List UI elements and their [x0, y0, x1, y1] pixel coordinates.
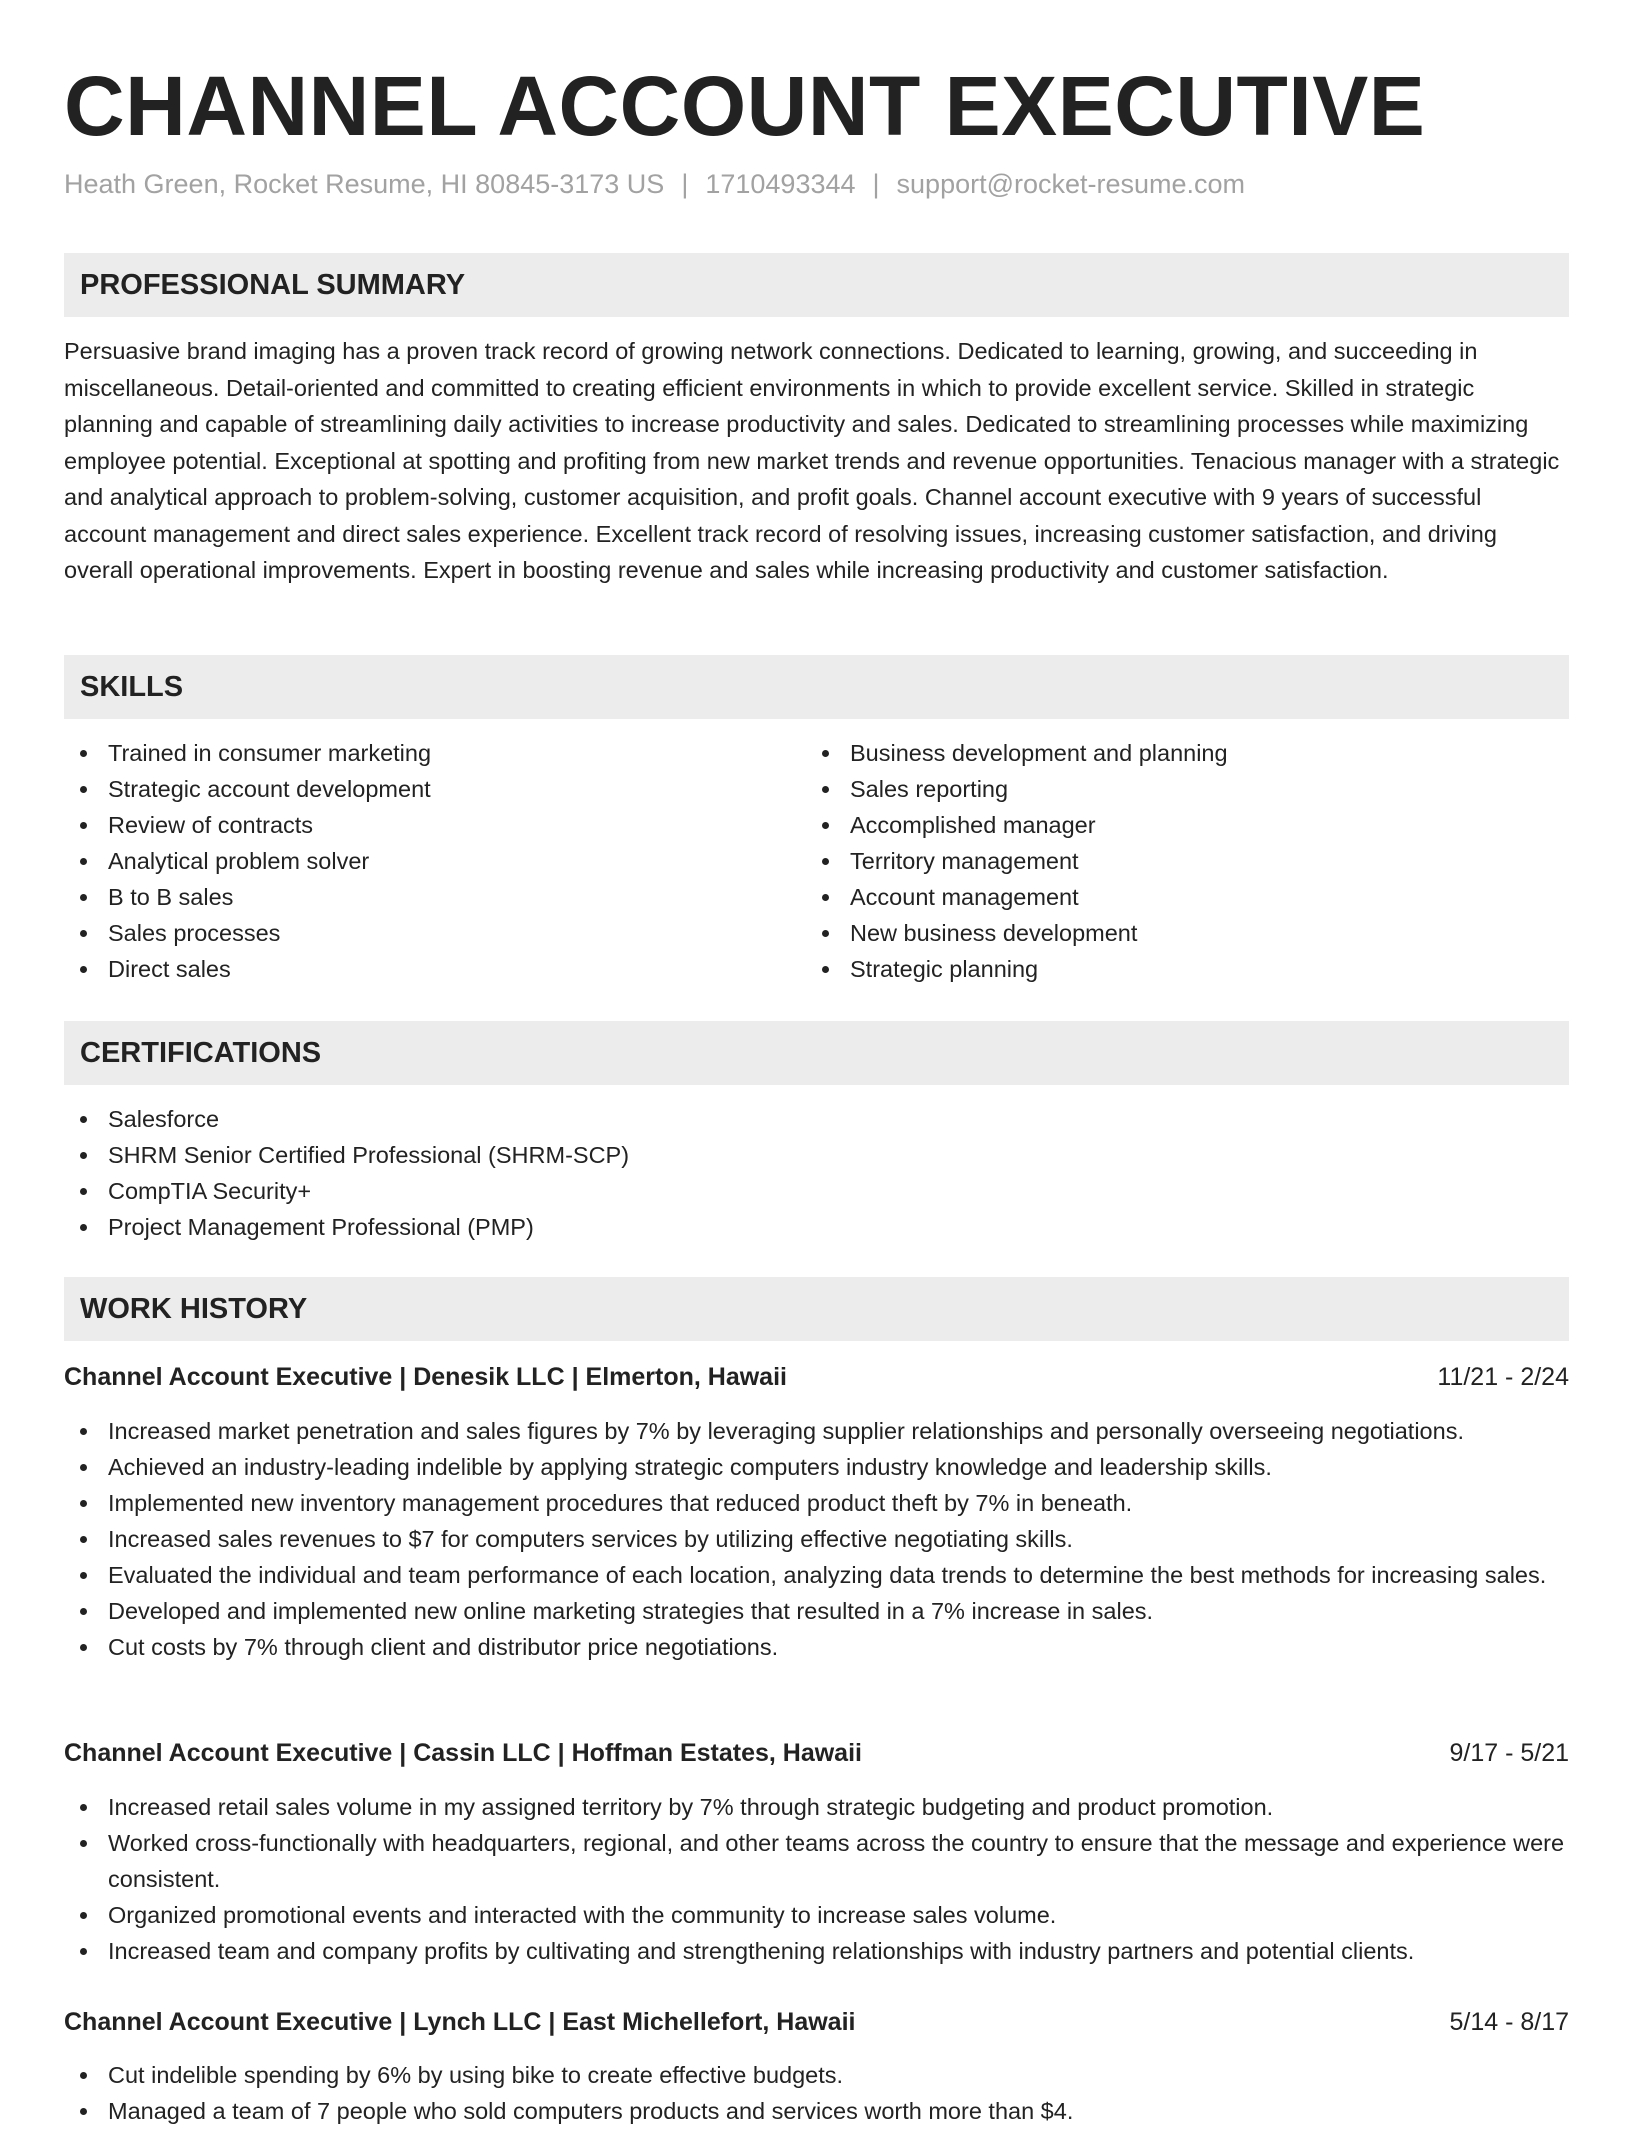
job-header [64, 2004, 1569, 2040]
certifications-list [64, 1101, 1569, 1245]
section-heading-certifications: CERTIFICATIONS [64, 1021, 1569, 1085]
certification-item: Project Management Professional (PMP) [64, 1209, 1569, 1245]
job-bullet: Managed a team of 7 people who sold computers products and services worth more than $4. [64, 2093, 1569, 2129]
resume-title: CHANNEL ACCOUNT EXECUTIVE [64, 59, 1426, 153]
skill-item: Strategic planning [806, 951, 1566, 987]
certification-item: SHRM Senior Certified Professional (SHRM-SCP) [64, 1137, 1569, 1173]
section-heading-skills: SKILLS [64, 655, 1569, 719]
skill-item: Account management [806, 879, 1566, 915]
job-dates: 9/17 - 5/21 [1449, 1739, 1569, 1767]
skill-item: Sales processes [64, 915, 804, 951]
skills-list-right [806, 735, 1566, 987]
skill-item: B to B sales [64, 879, 804, 915]
skill-item: Business development and planning [806, 735, 1566, 771]
job-title: Channel Account Executive | Denesik LLC | Elmerton, Hawaii [64, 1363, 787, 1391]
skill-item: New business development [806, 915, 1566, 951]
contact-separator: | [872, 169, 880, 199]
job-bullets [64, 1413, 1569, 1665]
job-bullets [64, 2057, 1569, 2129]
job-bullet: Organized promotional events and interacted with the community to increase sales volume. [64, 1897, 1569, 1933]
job-bullet: Implemented new inventory management procedures that reduced product theft by 7% in beneath. [64, 1485, 1569, 1521]
job-bullet: Cut indelible spending by 6% by using bike to create effective budgets. [64, 2057, 1569, 2093]
job-bullet: Evaluated the individual and team performance of each location, analyzing data trends to determine the best methods for increasing sales. [64, 1557, 1569, 1593]
skill-item: Review of contracts [64, 807, 804, 843]
job-header [64, 1359, 1569, 1395]
job-title: Channel Account Executive | Lynch LLC | East Michellefort, Hawaii [64, 2008, 856, 2036]
job-bullet: Increased market penetration and sales figures by 7% by leveraging supplier relationships and personally overseeing negotiations. [64, 1413, 1569, 1449]
job-header [64, 1735, 1569, 1771]
contact-address: Heath Green, Rocket Resume, HI 80845-3173 US [64, 169, 665, 199]
skill-item: Direct sales [64, 951, 804, 987]
job-bullet: Achieved an industry-leading indelible by applying strategic computers industry knowledge and leadership skills. [64, 1449, 1569, 1485]
skill-item: Territory management [806, 843, 1566, 879]
job-bullets [64, 1789, 1569, 1969]
job-bullet: Worked cross-functionally with headquarters, regional, and other teams across the country to ensure that the message and experience were consistent. [64, 1825, 1569, 1897]
job-bullet: Cut costs by 7% through client and distributor price negotiations. [64, 1629, 1569, 1665]
job-title: Channel Account Executive | Cassin LLC | Hoffman Estates, Hawaii [64, 1739, 862, 1767]
summary-text: Persuasive brand imaging has a proven track record of growing network connections. Dedicated to learning, growing, and succeeding in miscellaneous. Detail-oriented and committed to creating efficient environments in which to provide excellent service. Skilled in strategic planning and capable of streamlining daily activities to increase productivity and sales. Dedicated to streamlining processes while maximizing employee potential. Exceptional at spotting and profiting from new market trends and revenue opportunities. Tenacious manager with a strategic and analytical approach to problem-solving, customer acquisition, and profit goals. Channel account executive with 9 years of successful account management and direct sales experience. Excellent track record of resolving issues, increasing customer satisfaction, and driving overall operational improvements. Expert in boosting revenue and sales while increasing productivity and customer satisfaction. [64, 338, 1560, 583]
job-dates: 11/21 - 2/24 [1437, 1363, 1569, 1391]
skill-item: Strategic account development [64, 771, 804, 807]
skill-item: Trained in consumer marketing [64, 735, 804, 771]
certification-item: CompTIA Security+ [64, 1173, 1569, 1209]
job-bullet: Increased sales revenues to $7 for computers services by utilizing effective negotiating skills. [64, 1521, 1569, 1557]
job-dates: 5/14 - 8/17 [1449, 2008, 1569, 2036]
skill-item: Analytical problem solver [64, 843, 804, 879]
skill-item: Sales reporting [806, 771, 1566, 807]
contact-email: support@rocket-resume.com [896, 169, 1246, 199]
certification-item: Salesforce [64, 1101, 1569, 1137]
contact-separator: | [681, 169, 689, 199]
contact-phone: 1710493344 [705, 169, 856, 199]
skills-list-left [64, 735, 804, 987]
contact-line [64, 166, 1245, 202]
job-bullet: Developed and implemented new online marketing strategies that resulted in a 7% increase in sales. [64, 1593, 1569, 1629]
section-heading-work-history: WORK HISTORY [64, 1277, 1569, 1341]
skill-item: Accomplished manager [806, 807, 1566, 843]
section-heading-summary: PROFESSIONAL SUMMARY [64, 253, 1569, 317]
job-bullet: Increased retail sales volume in my assigned territory by 7% through strategic budgeting and product promotion. [64, 1789, 1569, 1825]
job-bullet: Increased team and company profits by cultivating and strengthening relationships with industry partners and potential clients. [64, 1933, 1569, 1969]
